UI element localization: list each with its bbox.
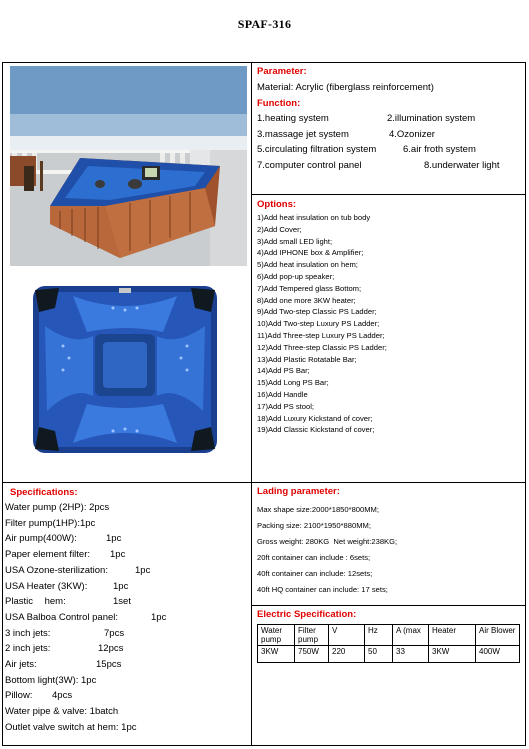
spec-item: Outlet valve switch at hem: 1pc [5, 722, 137, 733]
option-item: 7)Add Tempered glass Bottom; [257, 283, 362, 293]
row-divider-middle [2, 482, 526, 483]
electric-spec-table [257, 624, 520, 663]
parameter-heading: Parameter: [257, 66, 307, 77]
spec-item: Air jets: [5, 659, 37, 670]
function-item: 8.underwater light [424, 160, 500, 171]
function-item: 6.air froth system [403, 144, 476, 155]
lading-list [257, 502, 397, 598]
option-item: 13)Add Plastic Rotatable Bar; [257, 354, 357, 364]
function-item: 2.illumination system [387, 113, 476, 124]
option-item: 4)Add IPHONE box & Amplifier; [257, 248, 364, 258]
spec-item: USA Balboa Control panel: [5, 612, 119, 623]
function-item: 5.circulating filtration system [257, 144, 377, 155]
column-divider-bottom [251, 482, 252, 746]
option-item: 11)Add Three-step Luxury PS Ladder; [257, 330, 385, 340]
lading-line: Max shape size:2000*1850*800MM; [257, 505, 379, 514]
specifications-heading: Specifications: [10, 487, 78, 498]
option-item: 14)Add PS Bar; [257, 366, 310, 376]
option-item: 3)Add small LED light; [257, 236, 333, 246]
column-divider-top [251, 62, 252, 482]
option-item: 12)Add Three-step Classic PS Ladder; [257, 342, 387, 352]
lading-heading: Lading parameter: [257, 486, 340, 497]
spa-top-view-illustration [33, 286, 217, 453]
spec-qty: 1pc [151, 612, 167, 623]
spec-item: USA Heater (3KW): [5, 581, 88, 592]
spec-qty: 1set [113, 596, 131, 607]
option-item: 5)Add heat insulation on hem; [257, 260, 358, 270]
option-item: 8)Add one more 3KW heater; [257, 295, 356, 305]
spec-item: USA Ozone-sterilization: [5, 565, 108, 576]
product-model-title: SPAF-316 [237, 17, 292, 31]
electric-value-cell: 400W [476, 646, 520, 663]
electric-value-cell: 33 [393, 646, 429, 663]
row-divider-electric [251, 605, 526, 606]
spec-qty: 1pc [135, 565, 151, 576]
function-item: 1.heating system [257, 113, 329, 124]
option-item: 1)Add heat insulation on tub body [257, 213, 371, 222]
electric-value-cell: 750W [295, 646, 329, 663]
electric-header-cell: V [329, 625, 365, 646]
electric-header-cell: Filter pump [295, 625, 329, 646]
spec-qty: 4pcs [52, 690, 73, 701]
options-heading: Options: [257, 199, 297, 210]
function-item: 3.massage jet system [257, 129, 349, 140]
option-item: 19)Add Classic Kickstand of cover; [257, 425, 375, 435]
electric-heading: Electric Specification: [257, 609, 357, 620]
electric-value-cell: 3KW [429, 646, 476, 663]
lading-line: 40ft container can include: 12sets; [257, 569, 373, 578]
option-item: 6)Add pop-up speaker; [257, 271, 335, 281]
row-divider-options [251, 194, 526, 195]
spa-terrace-photo [10, 66, 247, 266]
option-item: 9)Add Two-step Classic PS Ladder; [257, 307, 377, 317]
function-item: 4.Ozonizer [389, 129, 435, 140]
option-item: 2)Add Cover; [257, 224, 302, 234]
spec-item: Bottom light(3W): 1pc [5, 675, 97, 686]
spec-qty: 1pc [110, 549, 126, 560]
option-item: 10)Add Two-step Luxury PS Ladder; [257, 319, 380, 329]
spec-qty: 7pcs [104, 628, 125, 639]
option-item: 15)Add Long PS Bar; [257, 378, 329, 388]
electric-header-cell: Heater [429, 625, 476, 646]
spec-item: Paper element filter: [5, 549, 91, 560]
spec-qty: 1pc [113, 581, 129, 592]
lading-line: 20ft container can include : 6sets; [257, 553, 371, 562]
electric-header-row [258, 625, 520, 646]
option-item: 16)Add Handle [257, 389, 308, 399]
electric-header-cell: Hz [365, 625, 393, 646]
function-item: 7.computer control panel [257, 160, 362, 171]
option-item: 18)Add Luxury Kickstand of cover; [257, 413, 373, 423]
spec-qty: 12pcs [98, 643, 124, 654]
spec-item: Pillow: [5, 690, 33, 701]
spec-item: Water pipe & valve: 1batch [5, 706, 119, 717]
spa-top-view-photo [33, 286, 217, 453]
spec-item: 2 inch jets: [5, 643, 51, 654]
option-item: 17)Add PS stool; [257, 401, 314, 411]
lading-line: Packing size: 2100*1950*880MM; [257, 521, 371, 530]
spec-item: Water pump (2HP): 2pcs [5, 502, 110, 513]
electric-header-cell: A (max [393, 625, 429, 646]
spec-item: Plastic hem: [5, 596, 66, 607]
electric-value-row [258, 646, 520, 663]
electric-header-cell: Air Blower [476, 625, 520, 646]
lading-line: Gross weight: 280KG Net weight:238KG; [257, 537, 398, 546]
spec-item: Air pump(400W): [5, 533, 77, 544]
lading-line: 40ft HQ container can include: 17 sets; [257, 585, 388, 594]
electric-value-cell: 220 [329, 646, 365, 663]
electric-value-cell: 50 [365, 646, 393, 663]
electric-header-cell: Water pump [258, 625, 295, 646]
spec-qty: 1pc [106, 533, 122, 544]
material-text: Material: Acrylic (fiberglass reinforcement) [257, 82, 434, 93]
spa-terrace-illustration [10, 66, 247, 266]
electric-value-cell: 3KW [258, 646, 295, 663]
function-heading: Function: [257, 98, 301, 109]
options-list [257, 212, 387, 436]
spec-item: Filter pump(1HP):1pc [5, 518, 96, 529]
spec-qty: 15pcs [96, 659, 122, 670]
spec-item: 3 inch jets: [5, 628, 51, 639]
